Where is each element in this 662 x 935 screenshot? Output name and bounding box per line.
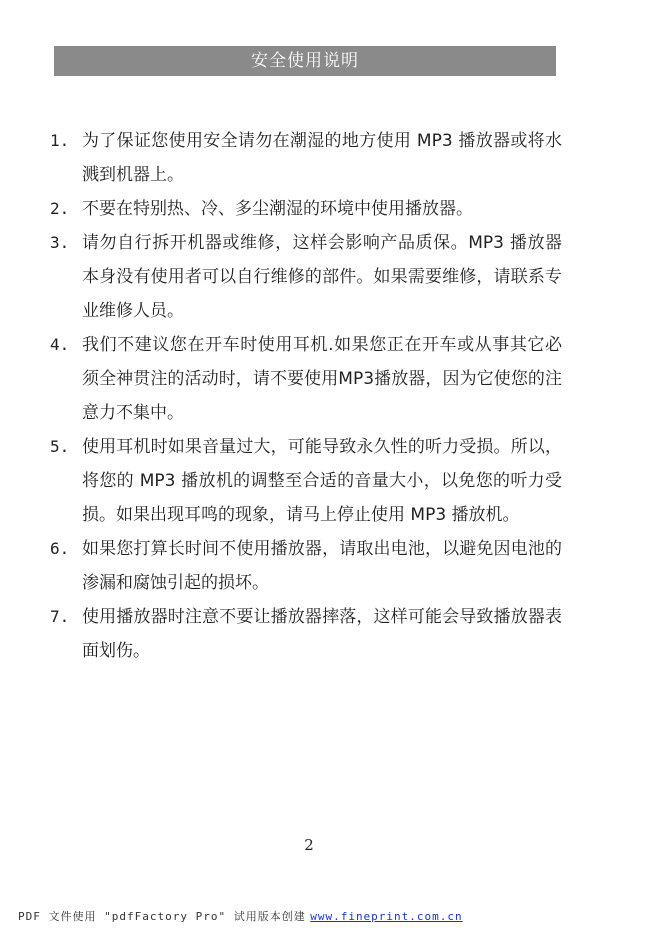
list-item	[50, 600, 562, 668]
pdf-footer	[18, 908, 463, 924]
item-text: 使用耳机时如果音量过大，可能导致永久性的听力受损。所以，将您的 MP3 播放机的调整至合适的音量大小，以免您的听力受损。如果出现耳鸣的现象，请马上停止使用 MP3 播放机。	[82, 437, 562, 525]
item-text: 我们不建议您在开车时使用耳机.如果您正在开车或从事其它必须全神贯注的活动时，请不要使用MP3播放器，因为它使您的注意力不集中。	[82, 335, 562, 423]
footer-text: PDF 文件使用 "pdfFactory Pro" 试用版本创建	[18, 910, 306, 923]
item-number: 5.	[50, 437, 70, 456]
list-item	[50, 532, 562, 600]
item-text: 为了保证您使用安全请勿在潮湿的地方使用 MP3 播放器或将水溅到机器上。	[82, 131, 562, 185]
item-text: 如果您打算长时间不使用播放器，请取出电池，以避免因电池的渗漏和腐蚀引起的损坏。	[82, 539, 562, 593]
safety-notice-list	[50, 124, 562, 668]
item-number: 2.	[50, 199, 70, 218]
item-number: 3.	[50, 233, 70, 252]
page-title: 安全使用说明	[54, 46, 556, 76]
item-text: 使用播放器时注意不要让播放器摔落，这样可能会导致播放器表面划伤。	[82, 607, 562, 661]
list-item	[50, 226, 562, 328]
item-text: 请勿自行拆开机器或维修，这样会影响产品质保。MP3 播放器本身没有使用者可以自行维修的部件。如果需要维修，请联系专业维修人员。	[82, 233, 562, 321]
item-number: 7.	[50, 607, 70, 626]
item-text: 不要在特别热、冷、多尘潮湿的环境中使用播放器。	[82, 199, 473, 219]
page-number: 2	[304, 836, 314, 854]
item-number: 6.	[50, 539, 70, 558]
list-item	[50, 124, 562, 192]
list-item	[50, 192, 562, 226]
list-item	[50, 430, 562, 532]
list-item	[50, 328, 562, 430]
footer-link[interactable]: www.fineprint.com.cn	[310, 910, 463, 923]
item-number: 4.	[50, 335, 70, 354]
item-number: 1.	[50, 131, 70, 150]
